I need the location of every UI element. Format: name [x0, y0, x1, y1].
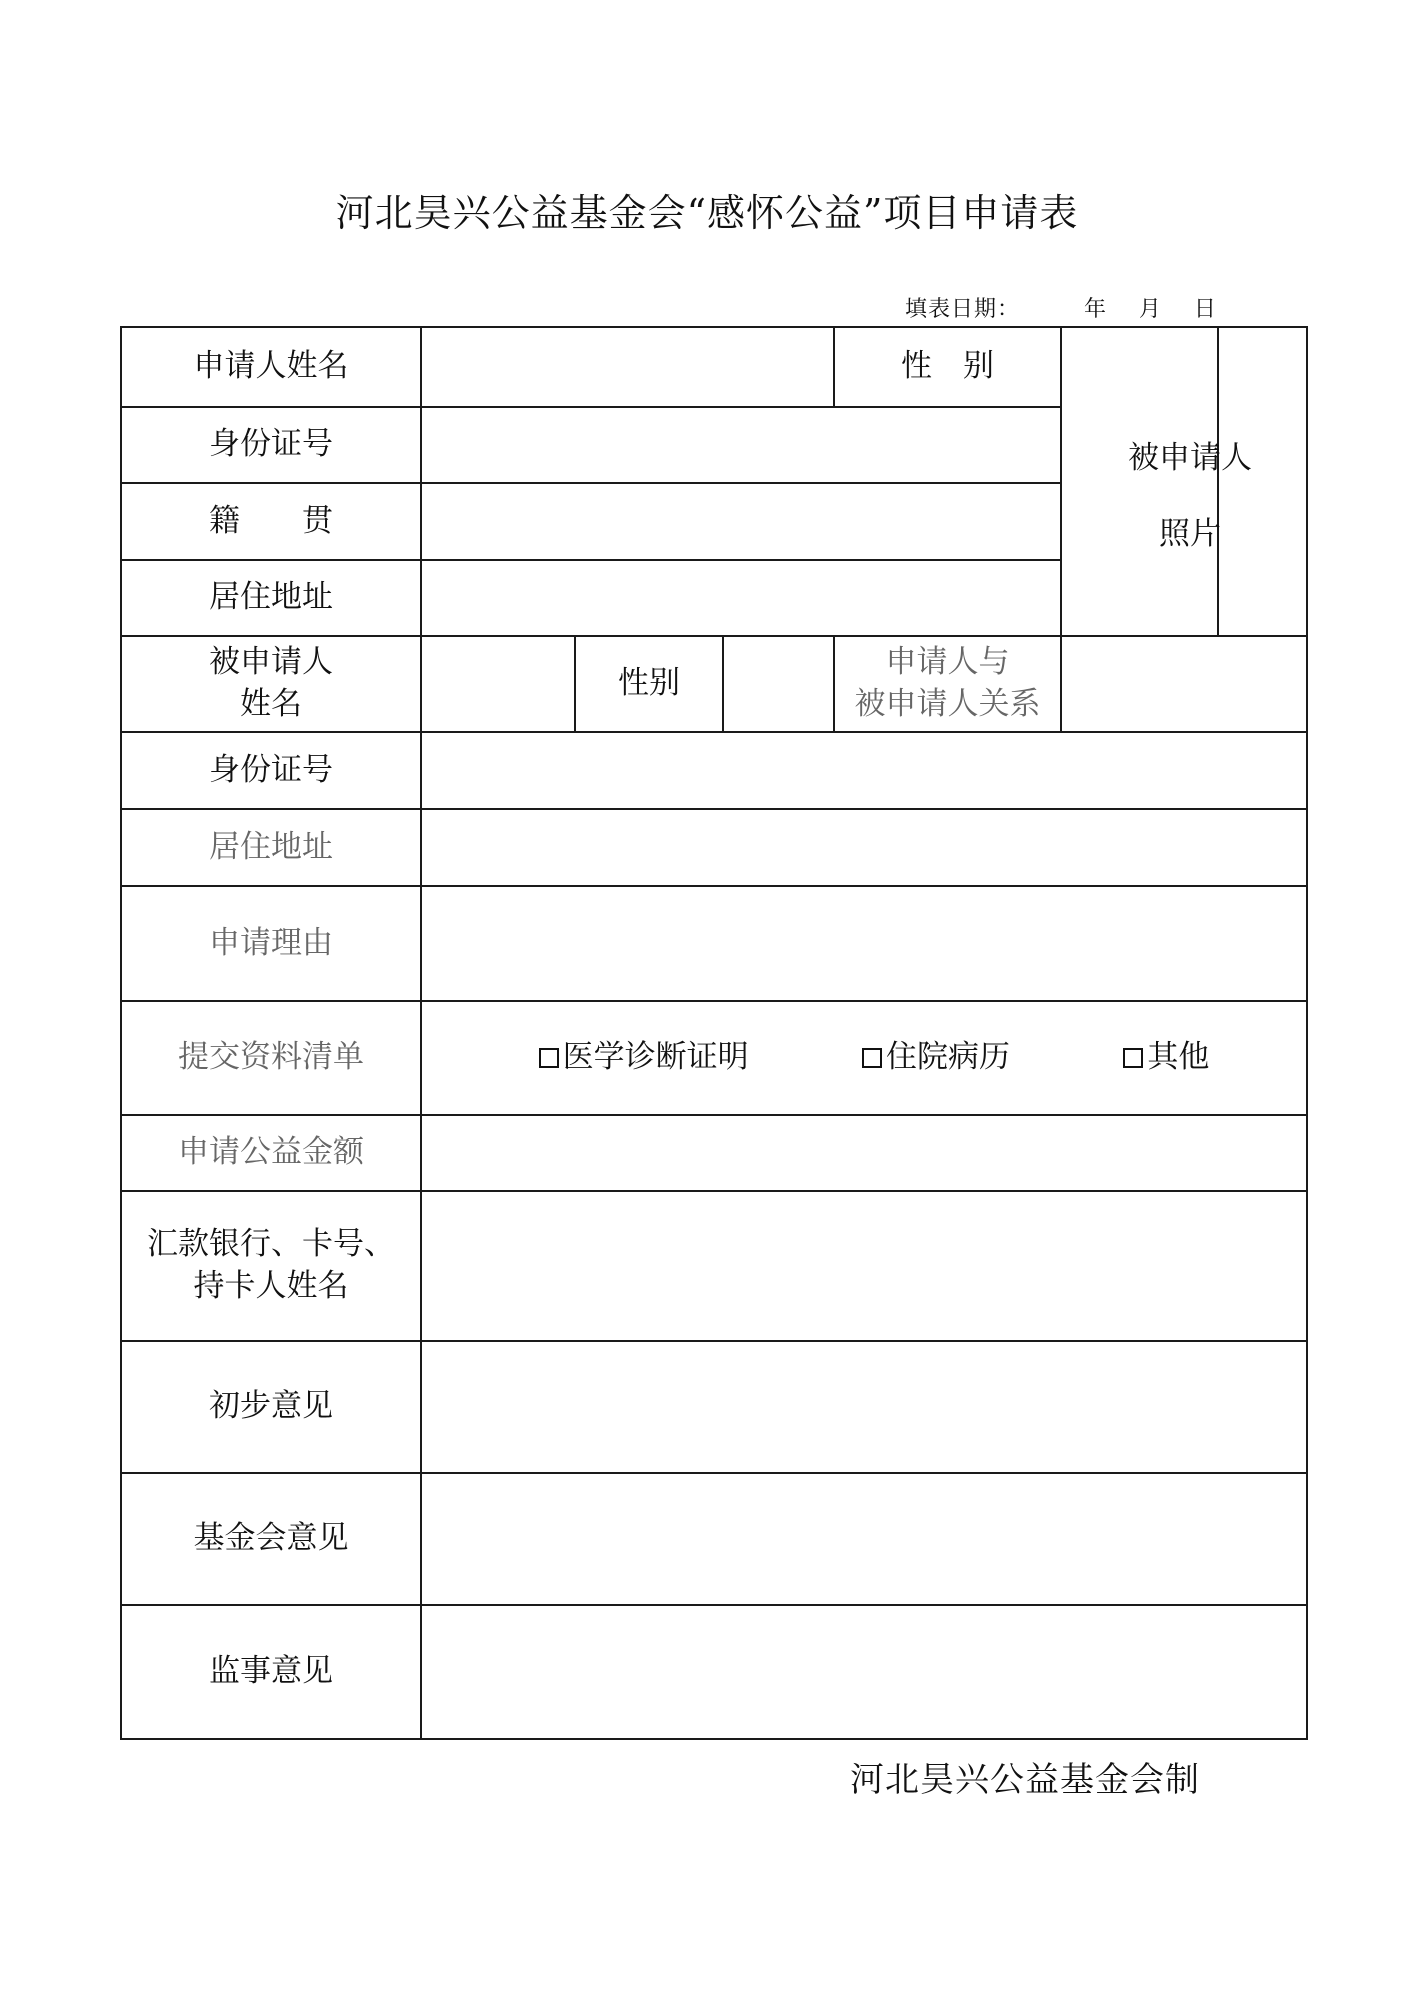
preliminary-opinion-field[interactable] [421, 1341, 1307, 1473]
applicant-id-label: 身份证号 [121, 407, 421, 483]
beneficiary-name-field[interactable] [421, 636, 575, 732]
documents-options [421, 1001, 1307, 1115]
relationship-label [834, 636, 1061, 732]
relationship-label-line1: 申请人与 [885, 644, 1010, 681]
beneficiary-id-field[interactable] [421, 732, 1307, 809]
foundation-opinion-label: 基金会意见 [121, 1473, 421, 1605]
footer-issuer: 河北昊兴公益基金会制 [850, 1760, 1200, 1800]
checkbox-hospital-records-label: 住院病历 [886, 1039, 1011, 1076]
applicant-gender-label-text: 性 别 [901, 348, 995, 385]
checkbox-square-icon[interactable] [862, 1048, 882, 1068]
checkbox-other-label: 其他 [1147, 1039, 1210, 1076]
beneficiary-id-label: 身份证号 [121, 732, 421, 809]
applicant-address-label: 居住地址 [121, 560, 421, 636]
beneficiary-name-label [121, 636, 421, 732]
checkbox-square-icon[interactable] [1123, 1048, 1143, 1068]
form-title: 河北昊兴公益基金会“感怀公益”项目申请表 [335, 191, 1079, 235]
beneficiary-name-label-line1: 被申请人 [209, 644, 333, 681]
beneficiary-gender-field[interactable] [723, 636, 834, 732]
applicant-origin-field[interactable] [421, 483, 1061, 560]
relationship-field[interactable] [1061, 636, 1307, 732]
checkbox-other[interactable] [1123, 1037, 1209, 1079]
bank-info-label-line2: 持卡人姓名 [193, 1268, 349, 1304]
beneficiary-address-field[interactable] [421, 809, 1307, 886]
applicant-address-field[interactable] [421, 560, 1061, 636]
preliminary-opinion-label: 初步意见 [121, 1341, 421, 1473]
applicant-id-field[interactable] [421, 407, 1061, 483]
supervisor-opinion-label: 监事意见 [121, 1605, 421, 1739]
photo-label [1074, 420, 1306, 572]
applicant-origin-label: 籍 贯 [121, 483, 421, 560]
reason-label: 申请理由 [121, 886, 421, 1001]
beneficiary-name-label-line2: 姓名 [240, 686, 302, 722]
bank-info-label [121, 1191, 421, 1341]
foundation-opinion-field[interactable] [421, 1473, 1307, 1605]
checkbox-medical-diagnosis-label: 医学诊断证明 [562, 1039, 749, 1076]
fill-date-line: 填表日期： 年 月 日 [905, 297, 1217, 322]
applicant-name-field[interactable] [421, 327, 834, 407]
checkbox-medical-diagnosis[interactable] [539, 1037, 749, 1079]
supervisor-opinion-field[interactable] [421, 1605, 1307, 1739]
reason-field[interactable] [421, 886, 1307, 1001]
relationship-label-line2: 被申请人关系 [854, 686, 1041, 722]
amount-label: 申请公益金额 [121, 1115, 421, 1191]
applicant-gender-label [834, 327, 1061, 407]
checkbox-hospital-records[interactable] [862, 1037, 1010, 1079]
documents-label: 提交资料清单 [121, 1001, 421, 1115]
amount-field[interactable] [421, 1115, 1307, 1191]
beneficiary-address-label: 居住地址 [121, 809, 421, 886]
bank-info-label-line1: 汇款银行、卡号、 [147, 1226, 395, 1263]
applicant-name-label: 申请人姓名 [121, 327, 421, 407]
beneficiary-gender-label: 性别 [575, 636, 723, 732]
checkbox-square-icon[interactable] [539, 1048, 559, 1068]
photo-label-line2: 照片 [1159, 516, 1221, 552]
bank-info-field[interactable] [421, 1191, 1307, 1341]
photo-label-line1: 被申请人 [1128, 440, 1252, 476]
